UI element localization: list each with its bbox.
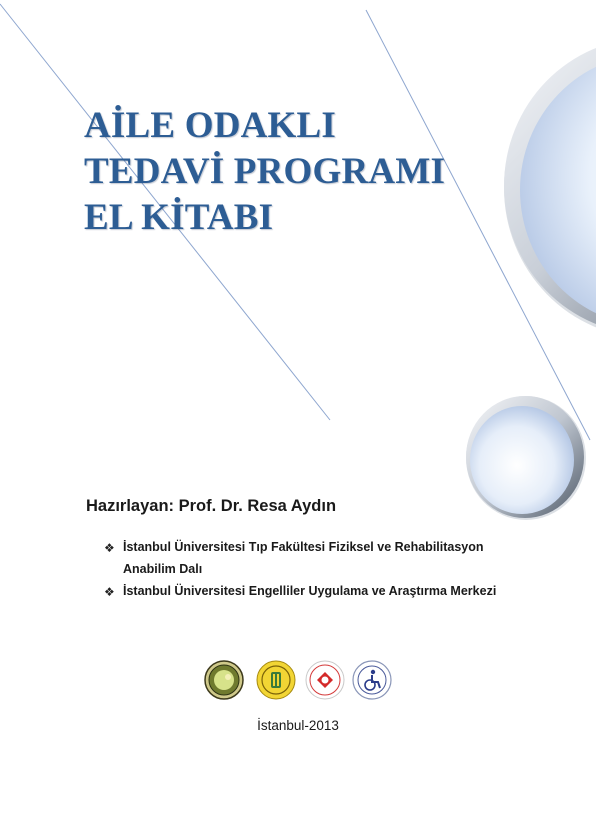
red-emblem-seal-icon — [305, 660, 345, 700]
document-title — [84, 103, 445, 241]
small-sphere-ornament — [466, 396, 586, 520]
title-line-2: TEDAVİ PROGRAMI — [84, 151, 446, 192]
author-line: Hazırlayan: Prof. Dr. Resa Aydın — [86, 497, 337, 515]
diamond-bullet-icon: ❖ — [104, 585, 115, 599]
title-line-1: AİLE ODAKLI — [84, 105, 337, 146]
istanbul-university-seal-icon — [256, 660, 296, 700]
diamond-bullet-icon: ❖ — [104, 541, 115, 555]
affiliation-text: İstanbul Üniversitesi Engelliler Uygulama ve Araştırma Merkezi — [123, 584, 497, 598]
green-seal-icon — [204, 660, 244, 700]
title-line-3: EL KİTABI — [84, 197, 274, 238]
wheelchair-seal-icon — [352, 660, 392, 700]
publication-place-year: İstanbul-2013 — [257, 718, 339, 733]
affiliation-list — [104, 536, 524, 602]
affiliation-item — [104, 536, 524, 580]
affiliation-text: İstanbul Üniversitesi Tıp Fakültesi Fiziksel ve Rehabilitasyon Anabilim Dalı — [123, 540, 484, 576]
affiliation-item — [104, 580, 524, 602]
large-sphere-ornament — [504, 38, 596, 338]
